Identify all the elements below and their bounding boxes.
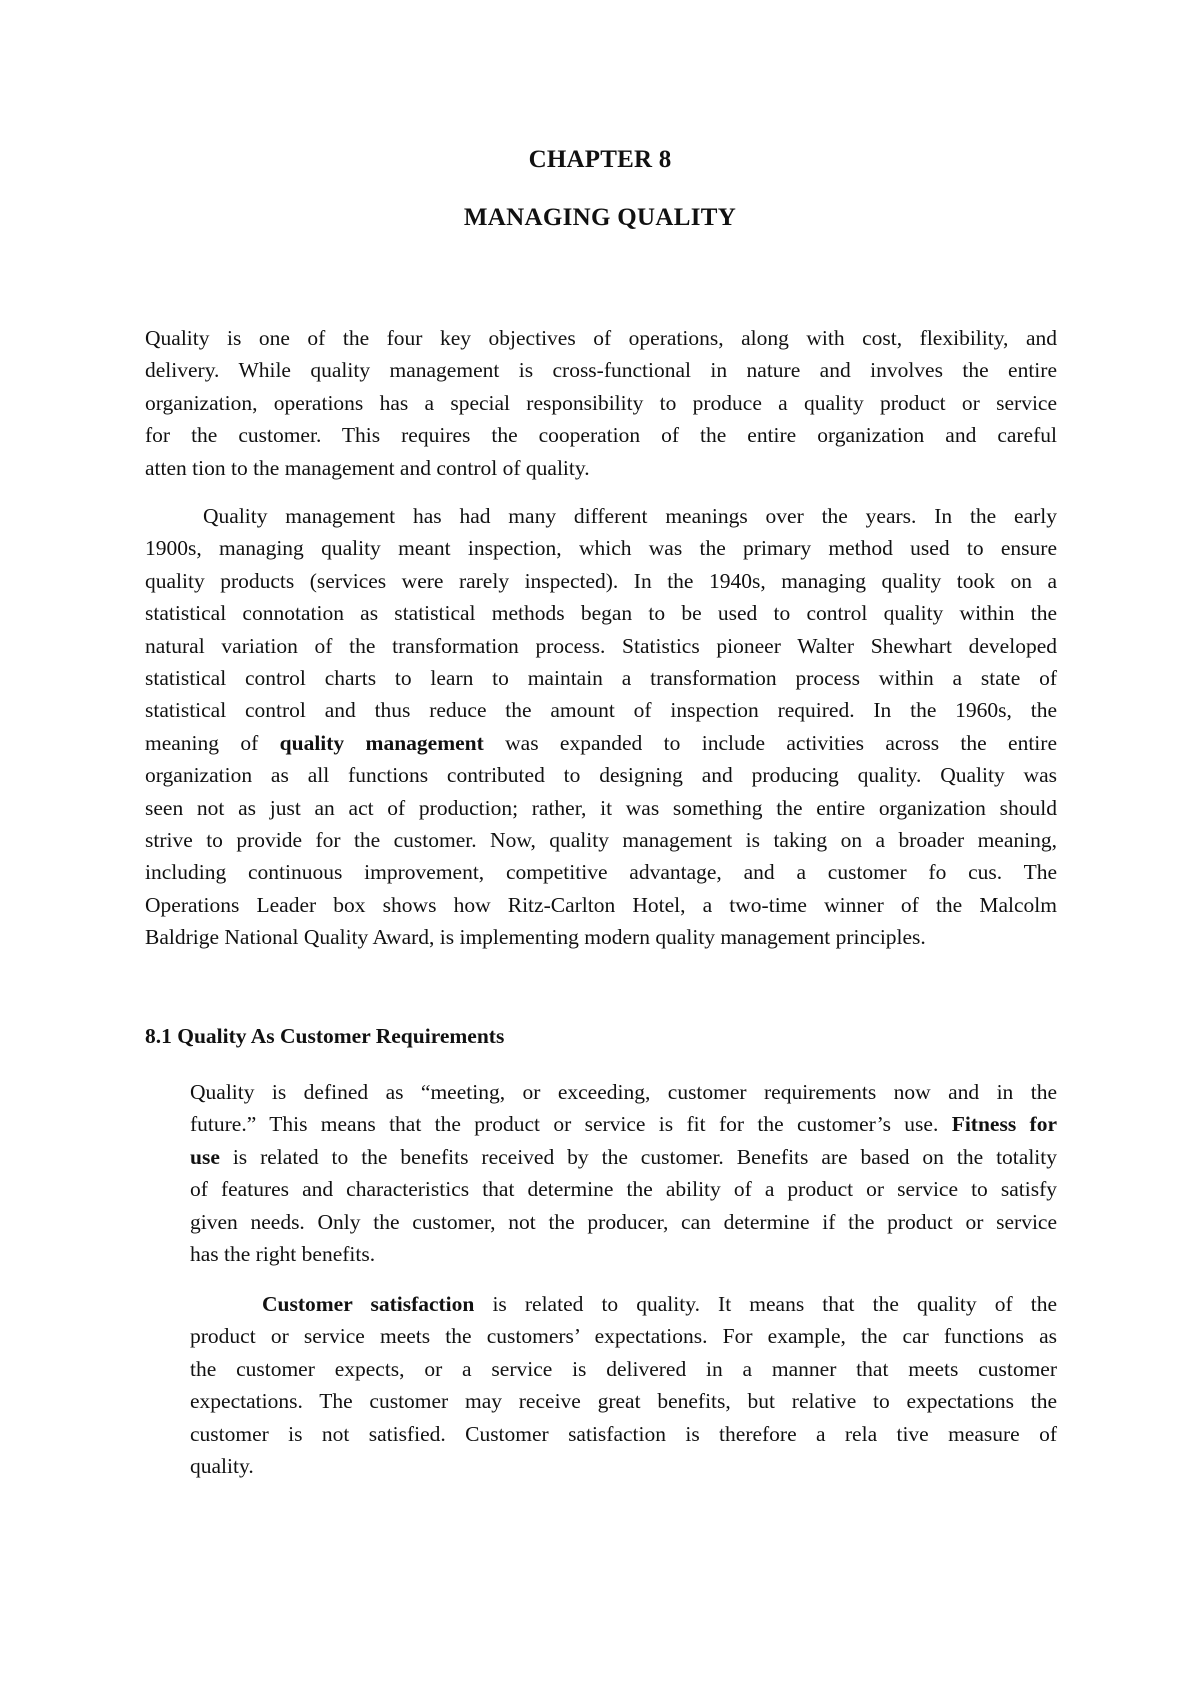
text-line: statistical control charts to learn to maintain a transformation process within a state of	[145, 665, 1057, 690]
text-line: organization, operations has a special responsibility to produce a quality product or service	[145, 390, 1057, 415]
text-line: strive to provide for the customer. Now, quality management is taking on a broader meaning,	[145, 827, 1057, 852]
satisfaction-paragraph	[190, 1288, 1057, 1482]
text-line: the customer expects, or a service is delivered in a manner that meets customer	[190, 1356, 1057, 1381]
text-line: for the customer. This requires the cooperation of the entire organization and careful	[145, 423, 1057, 448]
text-line: quality.	[190, 1453, 254, 1478]
text-line: organization as all functions contributed to designing and producing quality. Quality was	[145, 763, 1057, 788]
text-line: expectations. The customer may receive great benefits, but relative to expectations the	[190, 1389, 1057, 1414]
text-line: atten tion to the management and control of quality.	[145, 455, 590, 480]
key-term-customer-satisfaction: Customer satisfaction	[262, 1292, 475, 1316]
text-line: 1900s, managing quality meant inspection, which was the primary method used to ensure	[145, 536, 1057, 561]
text-run: future.” This means that the product or service is fit for the customer’s use.	[190, 1112, 952, 1137]
text-run: was expanded to include activities across the entire	[483, 730, 1057, 755]
key-term-fitness-for-use: use	[190, 1144, 220, 1169]
text-line: product or service meets the customers’ expectations. For example, the car functions as	[190, 1324, 1057, 1349]
text-line	[190, 1288, 1057, 1320]
text-run: meaning of	[145, 730, 280, 755]
text-line	[190, 1141, 1057, 1173]
chapter-title: MANAGING QUALITY	[463, 204, 737, 231]
text-run: is related to the benefits received by the customer. Benefits are based on the totality	[219, 1144, 1057, 1169]
definition-paragraph	[190, 1076, 1057, 1270]
text-line: Quality is defined as “meeting, or exceeding, customer requirements now and in the	[190, 1080, 1057, 1104]
text-line: including continuous improvement, competitive advantage, and a customer fo cus. The	[145, 860, 1057, 885]
text-run: is related to quality. It means that the quality of the	[474, 1292, 1057, 1316]
section-heading: 8.1 Quality As Customer Requirements	[145, 1024, 505, 1048]
text-line: natural variation of the transformation process. Statistics pioneer Walter Shewhart developed	[145, 633, 1057, 658]
text-line: given needs. Only the customer, not the producer, can determine if the product or service	[190, 1209, 1057, 1234]
intro-paragraph	[145, 322, 1057, 484]
text-line: statistical connotation as statistical methods began to be used to control quality within the	[145, 601, 1057, 626]
text-line: seen not as just an act of production; rather, it was something the entire organization should	[145, 795, 1057, 820]
chapter-number: CHAPTER 8	[528, 146, 672, 173]
key-term-quality-management: quality management	[279, 730, 484, 755]
text-line: customer is not satisfied. Customer satisfaction is therefore a rela tive measure of	[190, 1421, 1057, 1446]
key-term-fitness-for-use: Fitness for	[951, 1112, 1058, 1137]
text-line: Quality management has had many different meanings over the years. In the early	[203, 504, 1057, 528]
text-line: quality products (services were rarely inspected). In the 1940s, managing quality took on a	[145, 568, 1057, 593]
text-line: statistical control and thus reduce the amount of inspection required. In the 1960s, the	[145, 698, 1057, 723]
text-line	[145, 727, 1057, 759]
text-line: has the right benefits.	[190, 1241, 376, 1266]
text-line: delivery. While quality management is cross-functional in nature and involves the entire	[145, 358, 1057, 383]
text-line: Quality is one of the four key objectives of operations, along with cost, flexibility, and	[145, 326, 1057, 350]
text-line	[190, 1108, 1057, 1140]
history-paragraph	[145, 500, 1057, 953]
text-line: of features and characteristics that determine the ability of a product or service to satisfy	[190, 1177, 1057, 1202]
text-line: Baldrige National Quality Award, is implementing modern quality management principles.	[145, 925, 926, 950]
text-line: Operations Leader box shows how Ritz-Carlton Hotel, a two-time winner of the Malcolm	[145, 892, 1057, 917]
